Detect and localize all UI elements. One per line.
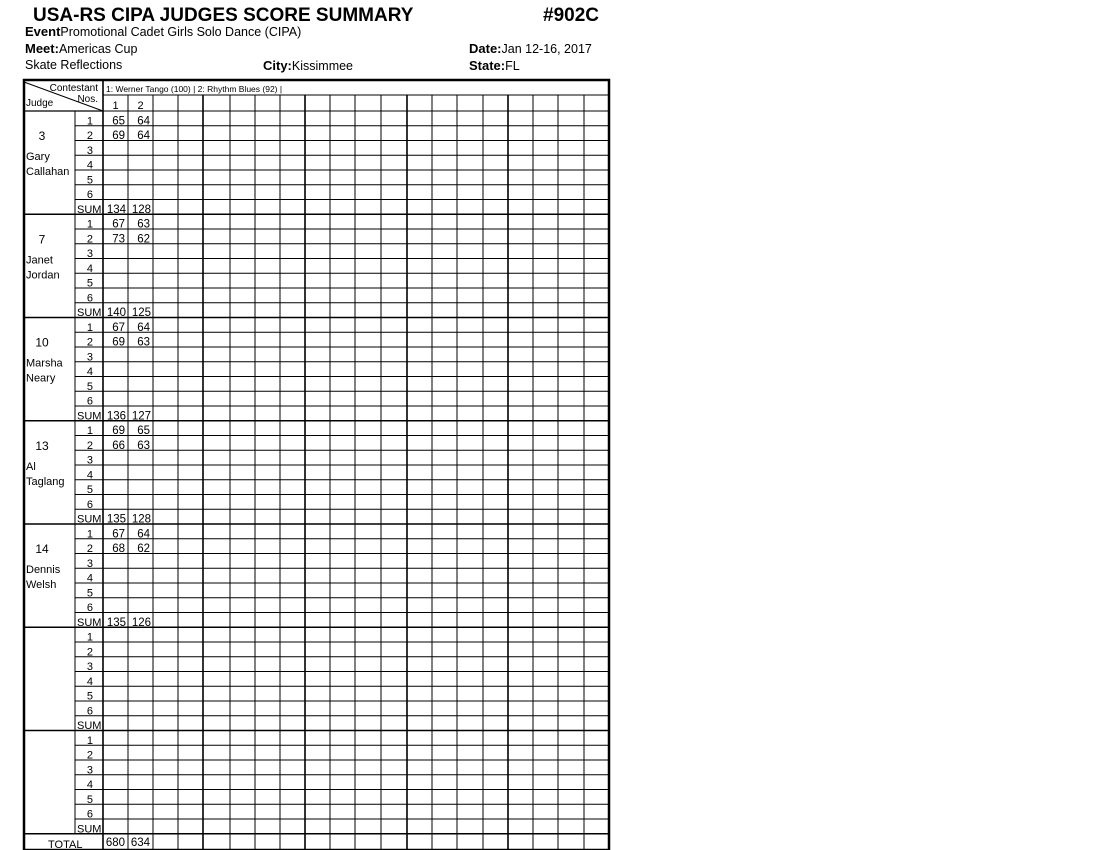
date-value: Jan 12-16, 2017 bbox=[501, 42, 592, 56]
row-label: 1 bbox=[86, 631, 93, 644]
sum-cell: 134 bbox=[106, 203, 126, 216]
total-label: TOTAL bbox=[48, 838, 83, 850]
meet-value: Americas Cup bbox=[58, 42, 138, 56]
judge-number: 3 bbox=[38, 129, 46, 143]
contestant-number: 2 bbox=[137, 100, 144, 112]
row-label: 5 bbox=[86, 587, 93, 600]
event-value: Promotional Cadet Girls Solo Dance (CIPA) bbox=[60, 25, 302, 39]
row-label: 2 bbox=[86, 336, 93, 349]
row-label: 2 bbox=[86, 543, 93, 555]
judge-first-name: Al bbox=[26, 460, 36, 473]
row-label: 1 bbox=[86, 218, 93, 231]
score-cell: 66 bbox=[112, 439, 125, 452]
sum-cell: 125 bbox=[131, 307, 151, 319]
row-label: 1 bbox=[86, 528, 93, 541]
row-label: 5 bbox=[86, 380, 93, 393]
row-label: 3 bbox=[86, 351, 93, 364]
sum-label: SUM bbox=[77, 616, 102, 629]
score-cell: 63 bbox=[137, 439, 150, 452]
judge-first-name: Gary bbox=[26, 151, 50, 163]
row-label: 3 bbox=[86, 144, 93, 157]
judge-number: 13 bbox=[35, 438, 49, 453]
row-label: 4 bbox=[86, 366, 93, 378]
score-cell: 63 bbox=[137, 218, 150, 231]
row-label: 6 bbox=[86, 498, 93, 511]
meet-label: Meet: bbox=[25, 41, 59, 56]
row-label: 4 bbox=[86, 159, 93, 172]
club-name: Skate Reflections bbox=[25, 58, 123, 72]
score-cell: 69 bbox=[112, 425, 125, 437]
row-label: 3 bbox=[86, 661, 93, 673]
sum-label: SUM bbox=[77, 513, 102, 526]
city-label: City: bbox=[263, 58, 292, 73]
judge-last-name: Neary bbox=[26, 372, 56, 385]
sum-cell: 127 bbox=[131, 410, 151, 423]
row-label: 5 bbox=[86, 174, 93, 187]
judge-number: 10 bbox=[35, 335, 49, 350]
row-label: 3 bbox=[86, 557, 93, 570]
score-cell: 67 bbox=[112, 528, 125, 541]
judge-last-name: Welsh bbox=[26, 579, 57, 591]
row-label: 3 bbox=[86, 248, 93, 260]
sum-cell: 140 bbox=[106, 307, 126, 319]
judge-label: Judge bbox=[26, 98, 54, 109]
row-label: 2 bbox=[86, 233, 93, 246]
judge-last-name: Taglang bbox=[26, 475, 65, 488]
judge-first-name: Marsha bbox=[26, 357, 63, 370]
row-label: 3 bbox=[86, 764, 93, 777]
row-label: 1 bbox=[86, 734, 93, 747]
sum-label: SUM bbox=[77, 720, 102, 732]
page-title: USA-RS CIPA JUDGES SCORE SUMMARY bbox=[33, 5, 414, 26]
score-cell: 73 bbox=[112, 233, 125, 246]
sum-cell: 135 bbox=[106, 616, 126, 629]
row-label: 6 bbox=[86, 292, 93, 305]
row-label: 2 bbox=[86, 439, 93, 452]
sum-cell: 135 bbox=[106, 513, 126, 526]
state-label: State: bbox=[469, 58, 506, 73]
judge-number: 14 bbox=[35, 542, 49, 556]
row-label: 1 bbox=[86, 321, 93, 334]
row-label: 6 bbox=[86, 189, 93, 201]
judge-last-name: Callahan bbox=[26, 166, 70, 178]
row-label: 1 bbox=[86, 115, 93, 128]
score-cell: 62 bbox=[137, 233, 150, 246]
contestant-number: 1 bbox=[112, 100, 119, 112]
total-cell: 634 bbox=[130, 836, 150, 849]
row-label: 3 bbox=[86, 454, 93, 467]
nos-label: Nos. bbox=[77, 94, 98, 105]
judge-number: 7 bbox=[38, 232, 46, 247]
row-label: 5 bbox=[86, 690, 93, 703]
row-label: 4 bbox=[86, 469, 93, 482]
city-value: Kissimmee bbox=[291, 59, 354, 73]
sheet-number: #902C bbox=[543, 5, 599, 26]
score-cell: 67 bbox=[112, 218, 125, 231]
judge-first-name: Janet bbox=[26, 254, 53, 267]
sum-cell: 126 bbox=[131, 616, 151, 629]
score-cell: 64 bbox=[137, 130, 150, 142]
row-label: 5 bbox=[86, 793, 93, 806]
score-cell: 64 bbox=[137, 115, 150, 128]
row-label: 2 bbox=[86, 130, 93, 142]
row-label: 5 bbox=[86, 484, 93, 496]
score-cell: 62 bbox=[137, 543, 150, 555]
row-label: 1 bbox=[86, 425, 93, 437]
dance-list: 1: Werner Tango (100) | 2: Rhythm Blues (92) | bbox=[106, 84, 283, 94]
row-label: 6 bbox=[86, 602, 93, 614]
contestant-label: Contestant bbox=[49, 83, 98, 94]
score-cell: 67 bbox=[112, 321, 125, 334]
judge-last-name: Jordan bbox=[26, 269, 60, 282]
score-cell: 69 bbox=[112, 130, 125, 142]
judge-first-name: Dennis bbox=[26, 564, 61, 576]
sum-label: SUM bbox=[77, 410, 102, 423]
sum-label: SUM bbox=[77, 203, 102, 216]
score-cell: 65 bbox=[137, 425, 150, 437]
score-cell: 68 bbox=[112, 543, 125, 555]
sum-label: SUM bbox=[77, 307, 102, 319]
row-label: 4 bbox=[86, 572, 93, 585]
row-label: 4 bbox=[86, 779, 93, 791]
score-cell: 63 bbox=[137, 336, 150, 349]
state-value: FL bbox=[505, 59, 520, 73]
row-label: 2 bbox=[86, 749, 93, 762]
total-cell: 680 bbox=[105, 836, 125, 849]
row-label: 6 bbox=[86, 808, 93, 821]
event-label: Event bbox=[25, 24, 61, 39]
sum-cell: 128 bbox=[131, 203, 151, 216]
row-label: 6 bbox=[86, 395, 93, 408]
row-label: 6 bbox=[86, 705, 93, 718]
date-label: Date: bbox=[469, 41, 502, 56]
row-label: 4 bbox=[86, 262, 93, 275]
score-cell: 65 bbox=[112, 115, 125, 128]
row-label: 5 bbox=[86, 277, 93, 290]
sum-cell: 136 bbox=[106, 410, 126, 423]
row-label: 2 bbox=[86, 646, 93, 659]
score-cell: 64 bbox=[137, 321, 150, 334]
score-cell: 69 bbox=[112, 336, 125, 349]
sum-label: SUM bbox=[77, 823, 102, 836]
score-cell: 64 bbox=[137, 528, 150, 541]
row-label: 4 bbox=[86, 675, 93, 688]
sum-cell: 128 bbox=[131, 513, 151, 526]
